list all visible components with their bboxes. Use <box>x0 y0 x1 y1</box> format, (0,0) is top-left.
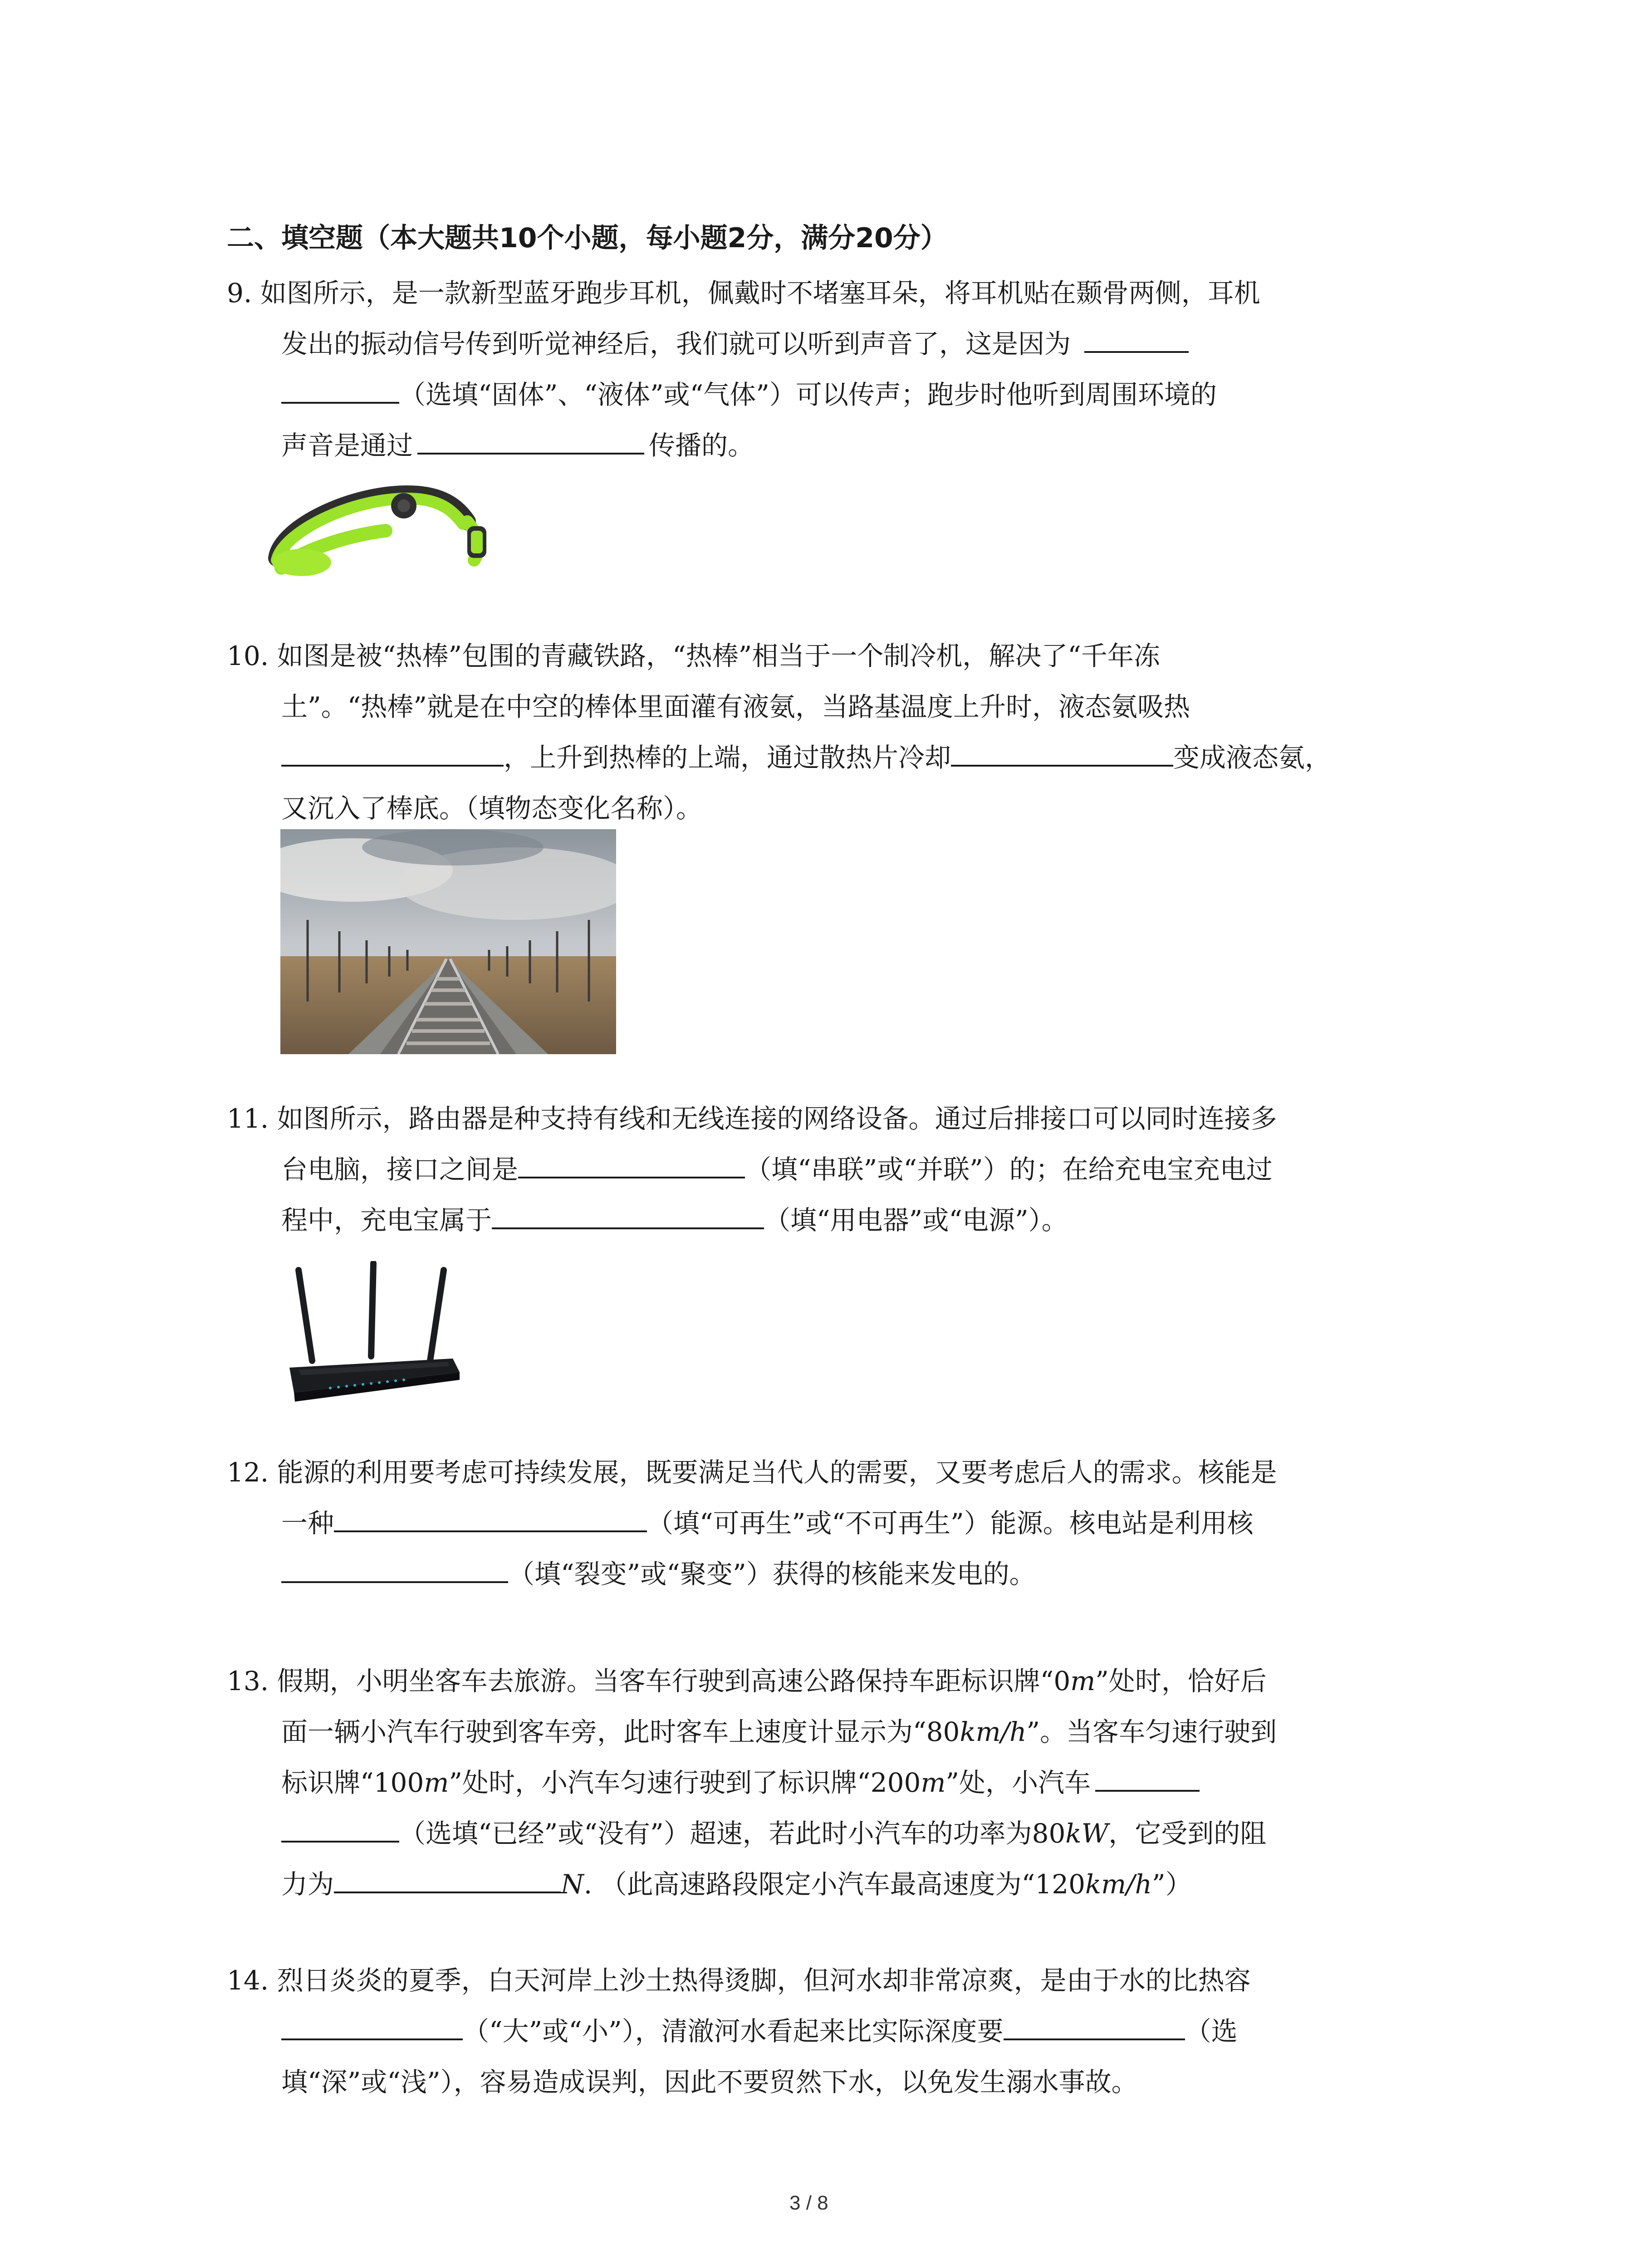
answer-blank[interactable] <box>1095 1758 1200 1792</box>
question-text-line: 又沉入了棒底。（填物态变化名称）。 <box>281 793 703 824</box>
question-text-line: 14. 烈日炎炎的夏季，白天河岸上沙土热得烫脚，但河水却非常凉爽，是由于水的比热容 <box>227 1965 1251 1996</box>
question-text-line: ，上升到热棒的上端，通过散热片冷却 变成液态氨， <box>227 732 1461 783</box>
question-11 <box>227 1093 1461 1246</box>
question-text-line: 标识牌“100m”处时，小汽车匀速行驶到了标识牌“200m”处，小汽车 <box>227 1757 1461 1808</box>
answer-blank[interactable] <box>1084 319 1189 353</box>
question-text-line: 面一辆小汽车行驶到客车旁，此时客车上速度计显示为“80km/h”。当客车匀速行驶到 <box>281 1716 1277 1747</box>
question-text-line: 11. 如图所示，路由器是种支持有线和无线连接的网络设备。通过后排接口可以同时连接多 <box>227 1103 1277 1134</box>
question-10 <box>227 631 1461 834</box>
page-number: 3 / 8 <box>789 2192 828 2214</box>
question-12 <box>227 1447 1461 1599</box>
answer-blank[interactable] <box>334 1860 561 1893</box>
answer-blank[interactable] <box>281 733 504 767</box>
question-text-line: 13. 假期，小明坐客车去旅游。当客车行驶到高速公路保持车距标识牌“0m”处时，恰好后 <box>227 1666 1267 1696</box>
bone-conduction-headphone-image <box>268 463 504 581</box>
question-text-line: （“大”或“小”），清澈河水看起来比实际深度要 （选 <box>227 2006 1461 2057</box>
wifi-router-image <box>280 1261 462 1406</box>
answer-blank[interactable] <box>281 370 399 404</box>
answer-blank[interactable] <box>1004 2007 1185 2040</box>
question-9 <box>227 268 1461 471</box>
answer-blank[interactable] <box>951 733 1173 767</box>
answer-blank[interactable] <box>281 2007 463 2040</box>
answer-blank[interactable] <box>417 421 644 455</box>
answer-blank[interactable] <box>281 1549 508 1583</box>
question-text-line: （填“裂变”或“聚变”）获得的核能来发电的。 <box>227 1549 1461 1599</box>
question-text-line: 台电脑，接口之间是 （填“串联”或“并联”）的；在给充电宝充电过 <box>227 1144 1461 1195</box>
qinghai-tibet-railway-image <box>280 829 616 1054</box>
question-text-line: 程中，充电宝属于 （填“用电器”或“电源”）。 <box>227 1195 1461 1246</box>
answer-blank[interactable] <box>281 1809 399 1843</box>
answer-blank[interactable] <box>334 1499 647 1532</box>
question-text-line: 12. 能源的利用要考虑可持续发展，既要满足当代人的需要，又要考虑后人的需求。核能是 <box>227 1457 1277 1488</box>
question-text-line: 声音是通过 传播的。 <box>227 420 1461 471</box>
question-text-line: 10. 如图是被“热棒”包围的青藏铁路，“热棒”相当于一个制冷机，解决了“千年冻 <box>227 640 1160 671</box>
answer-blank[interactable] <box>518 1145 745 1178</box>
question-text-line: 9. 如图所示，是一款新型蓝牙跑步耳机，佩戴时不堵塞耳朵，将耳机贴在颞骨两侧，耳机 <box>227 278 1260 308</box>
question-text-line: 力为 N. （此高速路段限定小汽车最高速度为“120km/h”） <box>227 1859 1461 1910</box>
question-text-line: （选填“固体”、“液体”或“气体”）可以传声；跑步时他听到周围环境的 <box>227 369 1461 420</box>
question-13 <box>227 1656 1461 1910</box>
section-title: 二、填空题（本大题共10个小题，每小题2分，满分20分） <box>227 222 948 254</box>
question-text-line: 土”。“热棒”就是在中空的棒体里面灌有液氨，当路基温度上升时，液态氨吸热 <box>281 691 1190 722</box>
question-text-line: 发出的振动信号传到听觉神经后，我们就可以听到声音了，这是因为 <box>227 318 1461 369</box>
question-text-line: 填“深”或“浅”），容易造成误判，因此不要贸然下水，以免发生溺水事故。 <box>281 2067 1138 2097</box>
question-text-line: 一种 （填“可再生”或“不可再生”）能源。核电站是利用核 <box>227 1498 1461 1549</box>
question-text-line: （选填“已经”或“没有”）超速，若此时小汽车的功率为80kW，它受到的阻 <box>227 1808 1461 1859</box>
answer-blank[interactable] <box>492 1196 764 1229</box>
question-14 <box>227 1955 1461 2107</box>
